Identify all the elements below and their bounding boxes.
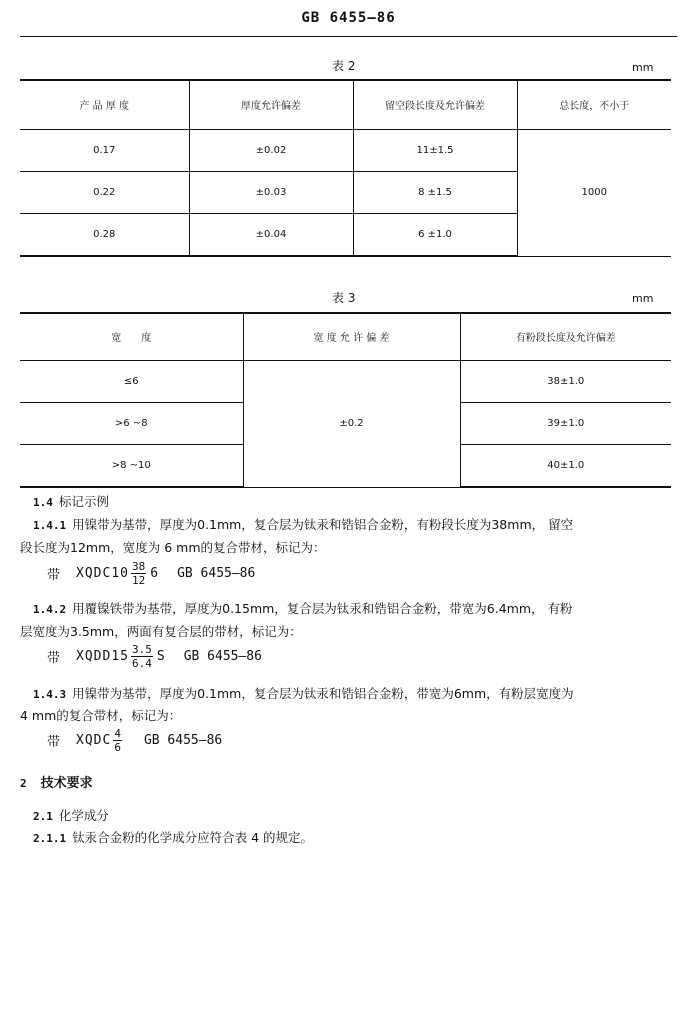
table-cell: ±0.04	[189, 213, 353, 256]
item-number: 1.4.3	[33, 688, 67, 701]
table-cell: 6 ±1.0	[353, 213, 517, 256]
formula-prefix: 带	[47, 735, 61, 750]
item-1-4-3-line2: 4 mm的复合带材，标记为：	[20, 708, 182, 723]
item-1-4-2-line1	[33, 601, 573, 618]
formula-code: XQDC	[76, 733, 112, 748]
table3-header-width-tolerance: 宽 度 允 许 偏 差	[243, 313, 460, 360]
table-3	[20, 312, 671, 488]
formula-prefix: 带	[47, 651, 61, 666]
section-number: 2	[20, 777, 27, 790]
table-cell: 0.28	[20, 213, 189, 256]
table-cell: 38±1.0	[460, 360, 671, 402]
table2-header-thickness-tolerance: 厚度允许偏差	[189, 80, 353, 129]
table-cell: ≤6	[20, 360, 243, 402]
fraction-numerator: 4	[114, 727, 121, 740]
fraction-denominator: 6.4	[131, 657, 152, 670]
table-cell: >6 ~8	[20, 402, 243, 444]
formula-standard: GB 6455—86	[183, 649, 262, 664]
formula-standard: GB 6455—86	[143, 733, 223, 748]
table2-header-thickness: 产 品 厚 度	[20, 80, 189, 129]
table3-unit: mm	[632, 292, 654, 305]
table-row	[20, 360, 671, 402]
table2-total-length-value: 1000	[517, 129, 671, 256]
table3-header-powder-length: 有粉段长度及允许偏差	[460, 313, 671, 360]
table-cell: ±0.03	[189, 171, 353, 213]
item-number: 1.4.1	[33, 519, 67, 532]
section-2-1-heading	[33, 808, 109, 825]
section-title: 化学成分	[58, 808, 109, 823]
section-title: 技术要求	[40, 776, 93, 791]
formula-suffix: 6	[150, 566, 160, 581]
formula-fraction	[131, 560, 146, 587]
fraction-denominator: 12	[131, 574, 146, 587]
table2-unit: mm	[632, 61, 654, 74]
marking-formula-1	[47, 560, 255, 587]
table-2	[20, 79, 671, 257]
table3-caption: 表 3	[332, 291, 356, 305]
table-cell: 0.17	[20, 129, 189, 171]
section-1-4-heading	[33, 494, 109, 511]
table-cell: >8 ~10	[20, 444, 243, 487]
header-rule	[20, 36, 677, 37]
table2-caption: 表 2	[332, 59, 356, 73]
table-cell: ±0.02	[189, 129, 353, 171]
fraction-denominator: 6	[114, 741, 121, 754]
section-2-1-1-text	[33, 830, 313, 847]
marking-formula-3	[47, 727, 222, 754]
item-text: 用镍带为基带，厚度为0.1mm，复合层为钛汞和锆铝合金粉，有粉段长度为38mm， 留空	[72, 517, 574, 532]
item-text: 用覆镍铁带为基带，厚度为0.15mm，复合层为钛汞和锆铝合金粉，带宽为6.4mm， 有粉	[72, 601, 573, 616]
section-text: 钛汞合金粉的化学成分应符合表 4 的规定。	[72, 830, 314, 845]
item-1-4-3-line1	[33, 686, 574, 703]
item-1-4-1-line1	[33, 517, 573, 534]
section-title: 标记示例	[58, 494, 109, 509]
formula-code: XQDC10	[76, 566, 129, 581]
section-number: 2.1.1	[33, 832, 67, 845]
table3-header-width: 宽 度	[20, 313, 243, 360]
formula-fraction	[113, 727, 122, 754]
item-text: 用镍带为基带，厚度为0.1mm，复合层为钛汞和锆铝合金粉，带宽为6mm，有粉层宽度为	[72, 686, 574, 701]
formula-standard: GB 6455—86	[177, 566, 256, 581]
item-number: 1.4.2	[33, 603, 67, 616]
formula-code: XQDD15	[76, 649, 129, 664]
table-cell: 0.22	[20, 171, 189, 213]
table-cell: 11±1.5	[353, 129, 517, 171]
document-code: GB 6455—86	[301, 10, 396, 26]
table2-header-blank-length: 留空段长度及允许偏差	[353, 80, 517, 129]
fraction-numerator: 3.5	[131, 643, 152, 656]
formula-prefix: 带	[47, 568, 61, 583]
formula-fraction	[131, 643, 153, 670]
table-cell: 8 ±1.5	[353, 171, 517, 213]
formula-suffix: S	[156, 649, 166, 664]
table3-width-tolerance-value: ±0.2	[243, 360, 460, 487]
table-cell: 39±1.0	[460, 402, 671, 444]
table-row	[20, 129, 671, 171]
marking-formula-2	[47, 643, 262, 670]
section-number: 2.1	[33, 810, 53, 823]
section-2-heading	[20, 772, 93, 791]
section-number: 1.4	[33, 496, 53, 509]
table-cell: 40±1.0	[460, 444, 671, 487]
table2-header-total-length: 总长度，不小于	[517, 80, 671, 129]
item-1-4-2-line2: 层宽度为3.5mm，两面有复合层的带材，标记为：	[20, 624, 302, 639]
item-1-4-1-line2: 段长度为12mm，宽度为 6 mm的复合带材，标记为：	[20, 540, 326, 555]
fraction-numerator: 38	[131, 560, 146, 573]
